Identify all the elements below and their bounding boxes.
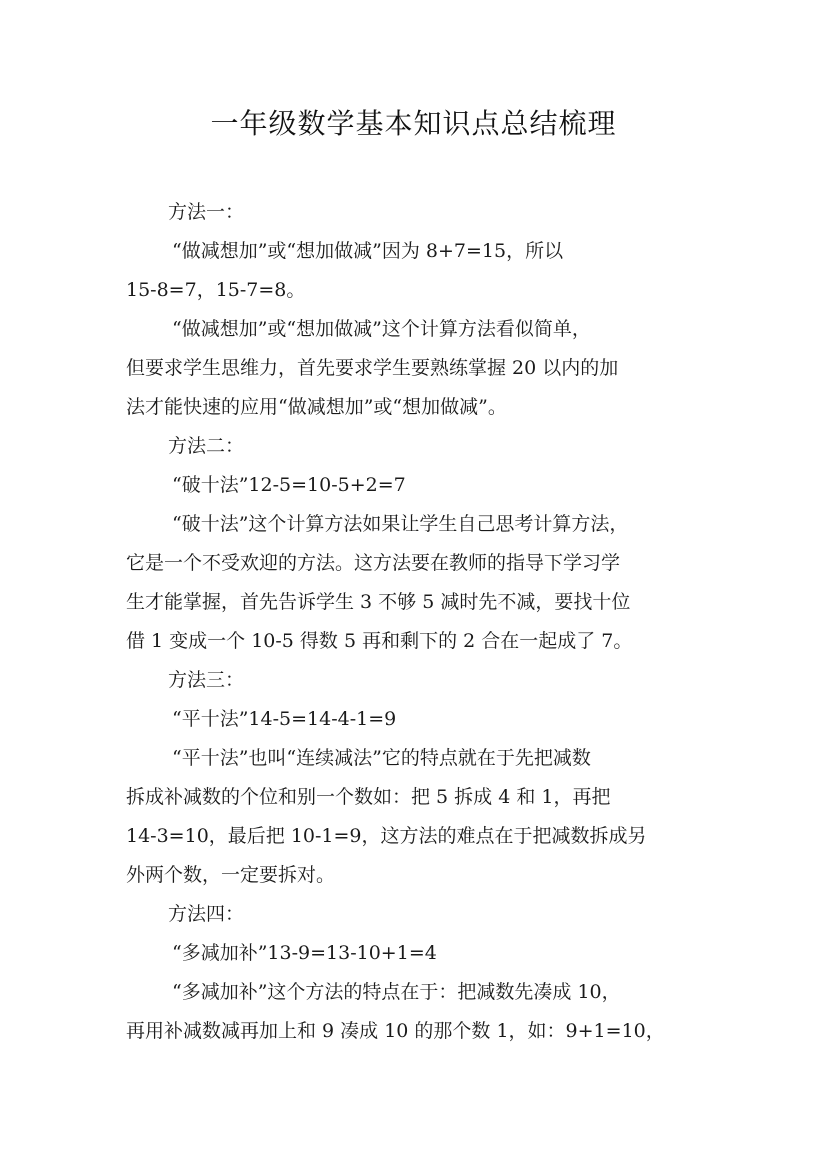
paragraph-line: 拆成补减数的个位和别一个数如：把 5 拆成 4 和 1，再把 (126, 786, 611, 808)
paragraph-line: “多减加补”13-9=13-10+1=4 (172, 942, 437, 964)
paragraph-line: 但要求学生思维力，首先要求学生要熟练掌握 20 以内的加 (126, 357, 619, 379)
paragraph-line: 它是一个不受欢迎的方法。这方法要在教师的指导下学习学 (126, 552, 621, 574)
paragraph-line: “做减想加”或“想加做减”因为 8+7=15，所以 (172, 240, 564, 262)
method-4-heading: 方法四： (168, 903, 245, 925)
method-2-heading: 方法二： (168, 435, 245, 457)
paragraph-line: “多减加补”这个方法的特点在于：把减数先凑成 10， (172, 981, 621, 1003)
method-3-heading: 方法三： (168, 669, 245, 691)
method-1-heading: 方法一： (168, 201, 245, 223)
paragraph-line: “破十法”这个计算方法如果让学生自己思考计算方法， (172, 513, 629, 535)
paragraph-line: 再用补减数减再加上和 9 凑成 10 的那个数 1，如：9+1=10， (126, 1020, 665, 1042)
paragraph-line: 生才能掌握，首先告诉学生 3 不够 5 减时先不减，要找十位 (126, 591, 631, 613)
document-title: 一年级数学基本知识点总结梳理 (210, 107, 617, 140)
paragraph-line: “平十法”也叫“连续减法”它的特点就在于先把减数 (172, 747, 591, 769)
paragraph-line: 14-3=10，最后把 10-1=9，这方法的难点在于把减数拆成另 (126, 825, 647, 847)
paragraph-line: 15-8=7，15-7=8。 (126, 279, 306, 301)
paragraph-line: 外两个数，一定要拆对。 (126, 864, 336, 886)
paragraph-line: 法才能快速的应用“做减想加”或“想加做减”。 (126, 396, 507, 418)
paragraph-line: “破十法”12-5=10-5+2=7 (172, 474, 406, 496)
paragraph-line: “平十法”14-5=14-4-1=9 (172, 708, 397, 730)
paragraph-line: “做减想加”或“想加做减”这个计算方法看似简单， (172, 318, 591, 340)
paragraph-line: 借 1 变成一个 10-5 得数 5 再和剩下的 2 合在一起成了 7。 (126, 630, 633, 652)
